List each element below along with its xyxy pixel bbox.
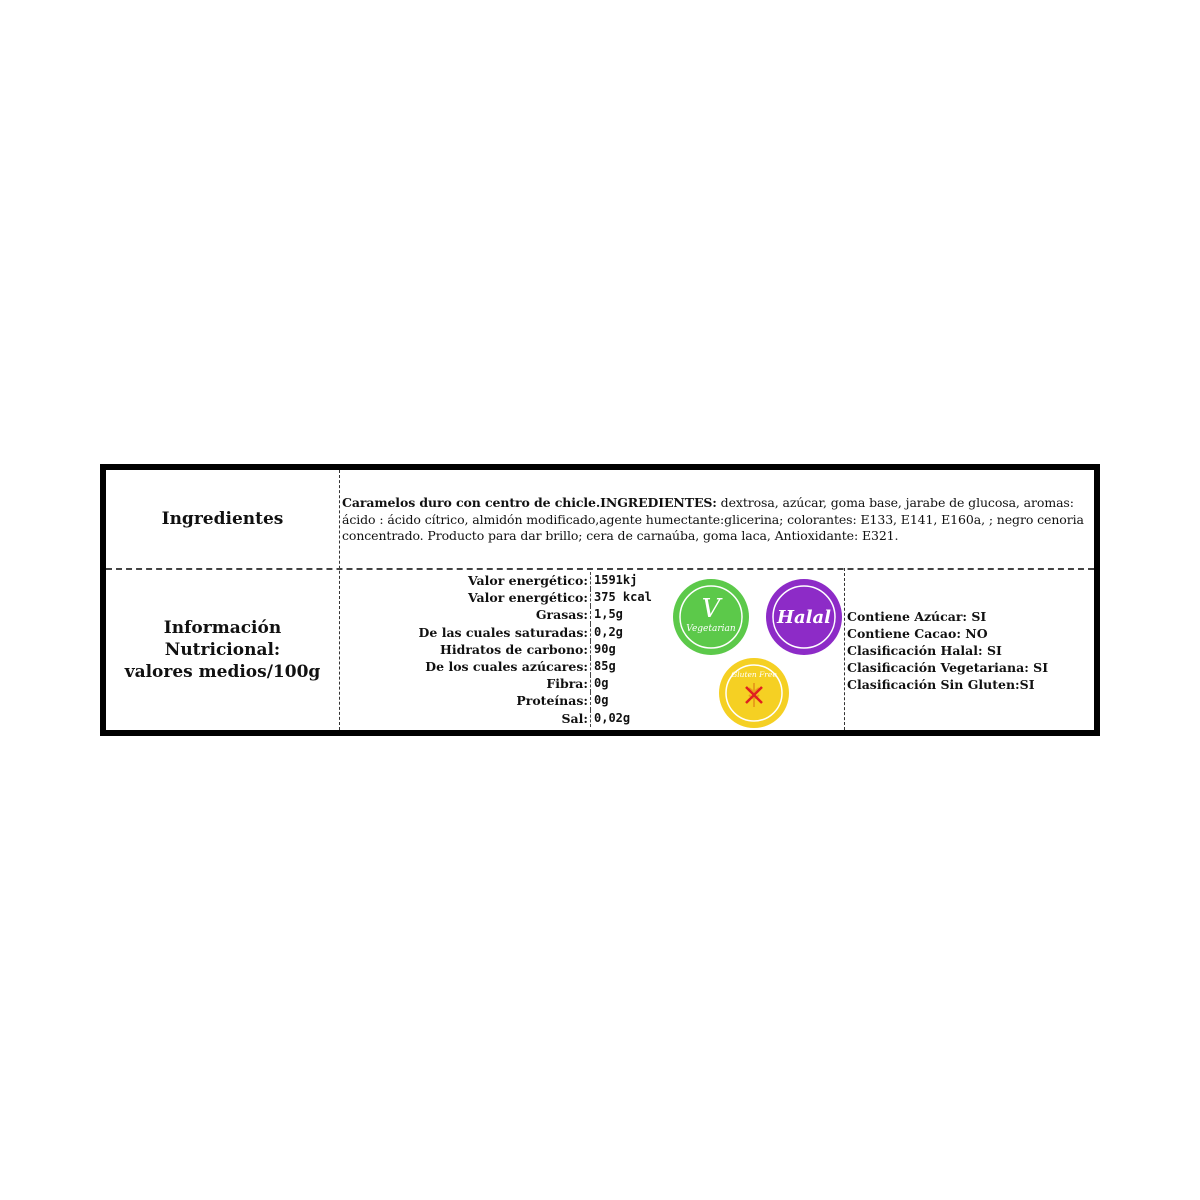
nutrition-row: [342, 675, 672, 692]
nutrition-title-line2: valores medios/100g: [124, 662, 321, 682]
nutrient-label: Valor energético:: [467, 573, 588, 588]
nutrition-row: [342, 606, 672, 623]
nutrient-label: De los cuales azúcares:: [425, 658, 588, 674]
gluten-free-badge-icon: [718, 657, 790, 729]
classification-list: [847, 608, 1092, 718]
nutrient-value: 0g: [590, 675, 670, 692]
nutrition-title: [106, 570, 339, 730]
badge-label: Gluten Free: [731, 670, 777, 679]
nutrient-value: 0,02g: [590, 710, 670, 727]
nutrient-label: Fibra:: [546, 676, 588, 692]
nutrient-label: Sal:: [561, 710, 588, 726]
halal-badge-icon: [765, 578, 843, 656]
nutrition-row: [342, 710, 672, 727]
ingredients-title: [106, 470, 339, 568]
nutrient-value: 90g: [590, 641, 670, 658]
classification-item: Clasificación Halal: SI: [847, 643, 1002, 658]
ingredients-intro: Caramelos duro con centro de chicle.INGREDIENTES:: [342, 495, 717, 510]
badge-label: Halal: [776, 607, 832, 628]
nutrient-value: 1,5g: [590, 606, 670, 623]
classification-item: Contiene Cacao: NO: [847, 626, 988, 641]
nutrient-value: 375 kcal: [590, 589, 670, 606]
ingredients-text: [342, 495, 1094, 565]
nutrition-title-line1: Información Nutricional:: [163, 618, 282, 660]
vegetarian-badge-icon: [672, 578, 750, 656]
badge-letter: V: [701, 594, 721, 624]
product-info-table: [100, 464, 1100, 736]
nutrition-row: [342, 641, 672, 658]
nutrient-label: De las cuales saturadas:: [418, 624, 588, 640]
nutrient-value: 85g: [590, 658, 670, 675]
nutrient-value: 0,2g: [590, 624, 670, 641]
nutrition-row: [342, 589, 672, 606]
nutrient-value: 1591kj: [590, 572, 670, 589]
nutrition-row: [342, 572, 672, 589]
nutrition-row: [342, 658, 672, 675]
ingredients-list: dextrosa, azúcar, goma base, jarabe de glucosa, aromas: ácido : ácido cítrico, almidón modificado,agente humectante:glicerina; colorantes: E133, E141, E160a, ; negro cenoria concentrado. Producto para dar brillo; cera de carnaúba, goma laca, Antioxidante: E321.: [342, 495, 1084, 543]
nutrition-row: [342, 624, 672, 641]
badge-label: Vegetarian: [686, 624, 736, 634]
column-divider: [844, 568, 845, 730]
nutrient-label: Hidratos de carbono:: [440, 641, 588, 657]
ingredients-title-text: Ingredientes: [161, 509, 284, 529]
nutrient-label: Valor energético:: [467, 590, 588, 606]
classification-item: Contiene Azúcar: SI: [847, 609, 987, 624]
nutrient-value: 0g: [590, 692, 670, 709]
classification-item: Clasificación Sin Gluten:SI: [847, 677, 1035, 692]
classification-item: Clasificación Vegetariana: SI: [847, 660, 1049, 675]
nutrition-row: [342, 692, 672, 709]
nutrient-label: Proteínas:: [516, 693, 588, 709]
column-divider: [339, 470, 340, 730]
nutrient-label: Grasas:: [535, 607, 588, 623]
nutrition-table: [342, 572, 672, 730]
